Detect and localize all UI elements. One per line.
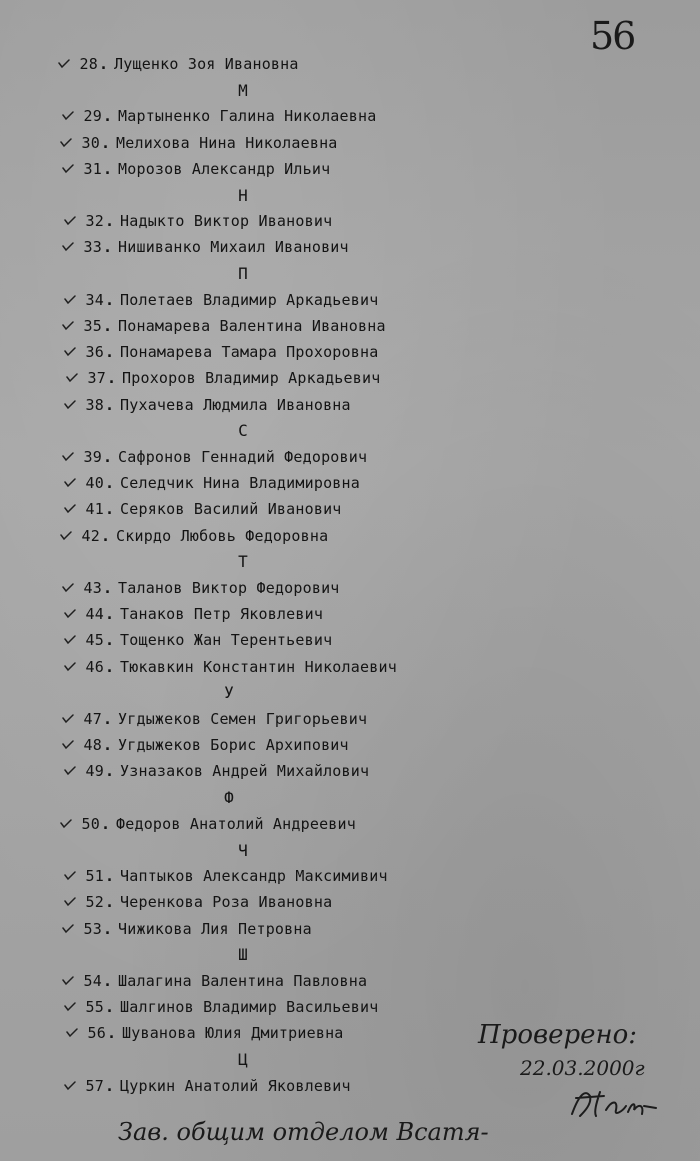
person-full-name: Чаптыков Александр Максимивич xyxy=(120,867,388,886)
checked-stamp-date: 22.03.2000г xyxy=(520,1056,645,1080)
person-full-name: Селедчик Нина Владимировна xyxy=(120,474,360,493)
person-full-name: Мартыненко Галина Николаевна xyxy=(118,107,377,126)
list-item xyxy=(0,759,700,783)
person-full-name: Угдыжеков Борис Архипович xyxy=(118,736,349,755)
list-item xyxy=(0,393,700,417)
entry-number: 30 xyxy=(81,133,100,152)
person-full-name: Шуванова Юлия Дмитриевна xyxy=(122,1024,344,1043)
alphabet-section-letter: У xyxy=(224,683,234,703)
entry-number: 40 xyxy=(85,474,104,493)
entry-number-dot: . xyxy=(103,736,113,755)
person-full-name: Шалгинов Владимир Васильевич xyxy=(120,998,379,1017)
person-full-name: Нишиванко Михаил Иванович xyxy=(118,238,349,257)
person-full-name: Понамарева Валентина Ивановна xyxy=(118,317,386,335)
entry-number-dot: . xyxy=(103,710,113,728)
list-item xyxy=(0,366,700,390)
person-full-name: Полетаев Владимир Аркадьевич xyxy=(120,290,379,309)
entry-number: 31 xyxy=(83,159,102,178)
person-full-name: Угдыжеков Семен Григорьевич xyxy=(118,710,368,728)
entry-number-dot: . xyxy=(103,317,113,335)
person-full-name: Тощенко Жан Терентьевич xyxy=(120,631,333,650)
entry-number: 33 xyxy=(83,238,102,257)
list-item xyxy=(0,235,700,259)
entry-number-dot: . xyxy=(105,1076,115,1095)
entry-number: 36 xyxy=(85,343,104,362)
entry-number-dot: . xyxy=(105,631,115,650)
entry-number-dot: . xyxy=(103,448,113,466)
list-item xyxy=(0,707,700,731)
entry-number: 55 xyxy=(85,998,104,1017)
entry-number: 41 xyxy=(85,500,104,519)
entry-number-dot: . xyxy=(101,133,111,152)
list-item xyxy=(0,104,700,128)
person-full-name: Цуркин Анатолий Яковлевич xyxy=(120,1076,351,1095)
list-item xyxy=(0,602,700,626)
entry-number: 56 xyxy=(87,1024,106,1043)
entry-number-dot: . xyxy=(105,867,115,886)
entry-number-dot: . xyxy=(107,1024,117,1043)
list-item xyxy=(0,995,700,1019)
list-item xyxy=(0,52,700,76)
list-item xyxy=(0,131,700,155)
list-item xyxy=(0,471,700,495)
person-full-name: Тюкавкин Константин Николаевич xyxy=(120,657,397,676)
person-full-name: Скирдо Любовь Федоровна xyxy=(116,526,329,545)
list-item xyxy=(0,524,700,548)
person-full-name: Лущенко Зоя Ивановна xyxy=(114,55,299,73)
entry-number: 29 xyxy=(83,107,102,126)
entry-number: 35 xyxy=(83,317,102,335)
entry-number: 57 xyxy=(85,1076,104,1095)
list-item xyxy=(0,733,700,757)
entry-number-dot: . xyxy=(105,657,115,676)
entry-number-dot: . xyxy=(101,814,111,833)
list-item xyxy=(0,917,700,941)
head-of-department-signature-line: Зав. общим отделом Всатя- xyxy=(118,1118,489,1146)
alphabet-section-letter: Т xyxy=(238,552,248,572)
person-full-name: Пухачева Людмила Ивановна xyxy=(120,395,351,414)
alphabet-section-letter: Ц xyxy=(238,1050,248,1070)
list-item xyxy=(0,314,700,338)
entry-number: 43 xyxy=(83,579,102,597)
entry-number-dot: . xyxy=(103,159,113,178)
entry-number: 52 xyxy=(85,893,104,912)
entry-number-dot: . xyxy=(103,919,113,938)
entry-number-dot: . xyxy=(107,369,117,388)
checked-stamp-label: Проверено: xyxy=(478,1020,638,1050)
entry-number-dot: . xyxy=(105,605,115,624)
list-item xyxy=(0,576,700,600)
list-item xyxy=(0,157,700,181)
list-item xyxy=(0,497,700,521)
alphabet-section-letter: М xyxy=(238,80,248,100)
entry-number: 50 xyxy=(81,814,100,833)
entry-number-dot: . xyxy=(105,500,115,519)
list-item xyxy=(0,812,700,836)
list-item xyxy=(0,864,700,888)
alphabet-section-letter: Ч xyxy=(238,840,248,860)
entry-number: 32 xyxy=(85,212,104,231)
entry-number-dot: . xyxy=(105,290,115,309)
alphabet-section-letter: Ф xyxy=(224,788,234,808)
alphabet-section-letter: Ш xyxy=(238,945,248,965)
entry-number: 39 xyxy=(83,448,102,466)
entry-number-dot: . xyxy=(103,238,113,257)
entry-number: 28 xyxy=(79,55,98,73)
entry-number: 37 xyxy=(87,369,106,388)
alphabet-section-letter: Н xyxy=(238,185,248,205)
person-full-name: Морозов Александр Ильич xyxy=(118,159,331,178)
entry-number: 49 xyxy=(85,762,104,781)
person-full-name: Прохоров Владимир Аркадьевич xyxy=(122,369,381,388)
entry-number-dot: . xyxy=(105,474,115,493)
person-full-name: Черенкова Роза Ивановна xyxy=(120,893,333,912)
person-full-name: Понамарева Тамара Прохоровна xyxy=(120,343,379,362)
entry-number-dot: . xyxy=(105,395,115,414)
entry-number-dot: . xyxy=(105,343,115,362)
entry-number-dot: . xyxy=(105,762,115,781)
entry-number-dot: . xyxy=(105,893,115,912)
list-item xyxy=(0,288,700,312)
person-full-name: Сафронов Геннадий Федорович xyxy=(118,448,368,466)
handwritten-signature xyxy=(566,1086,662,1122)
person-full-name: Серяков Василий Иванович xyxy=(120,500,342,519)
entry-number: 42 xyxy=(81,526,100,545)
alphabet-section-letter: П xyxy=(238,264,248,284)
list-item xyxy=(0,340,700,364)
list-item xyxy=(0,209,700,233)
list-item xyxy=(0,890,700,914)
entry-number-dot: . xyxy=(103,579,113,597)
alphabet-section-letter: С xyxy=(238,421,248,441)
person-full-name: Шалагина Валентина Павловна xyxy=(118,972,368,990)
entry-number: 38 xyxy=(85,395,104,414)
person-full-name: Чижикова Лия Петровна xyxy=(118,919,312,938)
entry-number-dot: . xyxy=(105,212,115,231)
entry-number-dot: . xyxy=(105,998,115,1017)
entry-number: 47 xyxy=(83,710,102,728)
person-full-name: Федоров Анатолий Андреевич xyxy=(116,814,356,833)
entry-number: 46 xyxy=(85,657,104,676)
entry-number-dot: . xyxy=(103,972,113,990)
list-item xyxy=(0,628,700,652)
person-full-name: Узназаков Андрей Михайлович xyxy=(120,762,370,781)
page-number: 56 xyxy=(590,14,635,58)
entry-number: 45 xyxy=(85,631,104,650)
person-full-name: Танаков Петр Яковлевич xyxy=(120,605,324,624)
entry-number-dot: . xyxy=(101,526,111,545)
entry-number: 53 xyxy=(83,919,102,938)
entry-number: 48 xyxy=(83,736,102,755)
entry-number: 44 xyxy=(85,605,104,624)
entry-number-dot: . xyxy=(99,55,109,73)
list-item xyxy=(0,445,700,469)
list-item xyxy=(0,655,700,679)
entry-number-dot: . xyxy=(103,107,113,126)
entry-number: 54 xyxy=(83,972,102,990)
person-full-name: Мелихова Нина Николаевна xyxy=(116,133,338,152)
entry-number: 51 xyxy=(85,867,104,886)
person-full-name: Надыкто Виктор Иванович xyxy=(120,212,333,231)
entry-number: 34 xyxy=(85,290,104,309)
list-item xyxy=(0,969,700,993)
person-full-name: Таланов Виктор Федорович xyxy=(118,579,340,597)
